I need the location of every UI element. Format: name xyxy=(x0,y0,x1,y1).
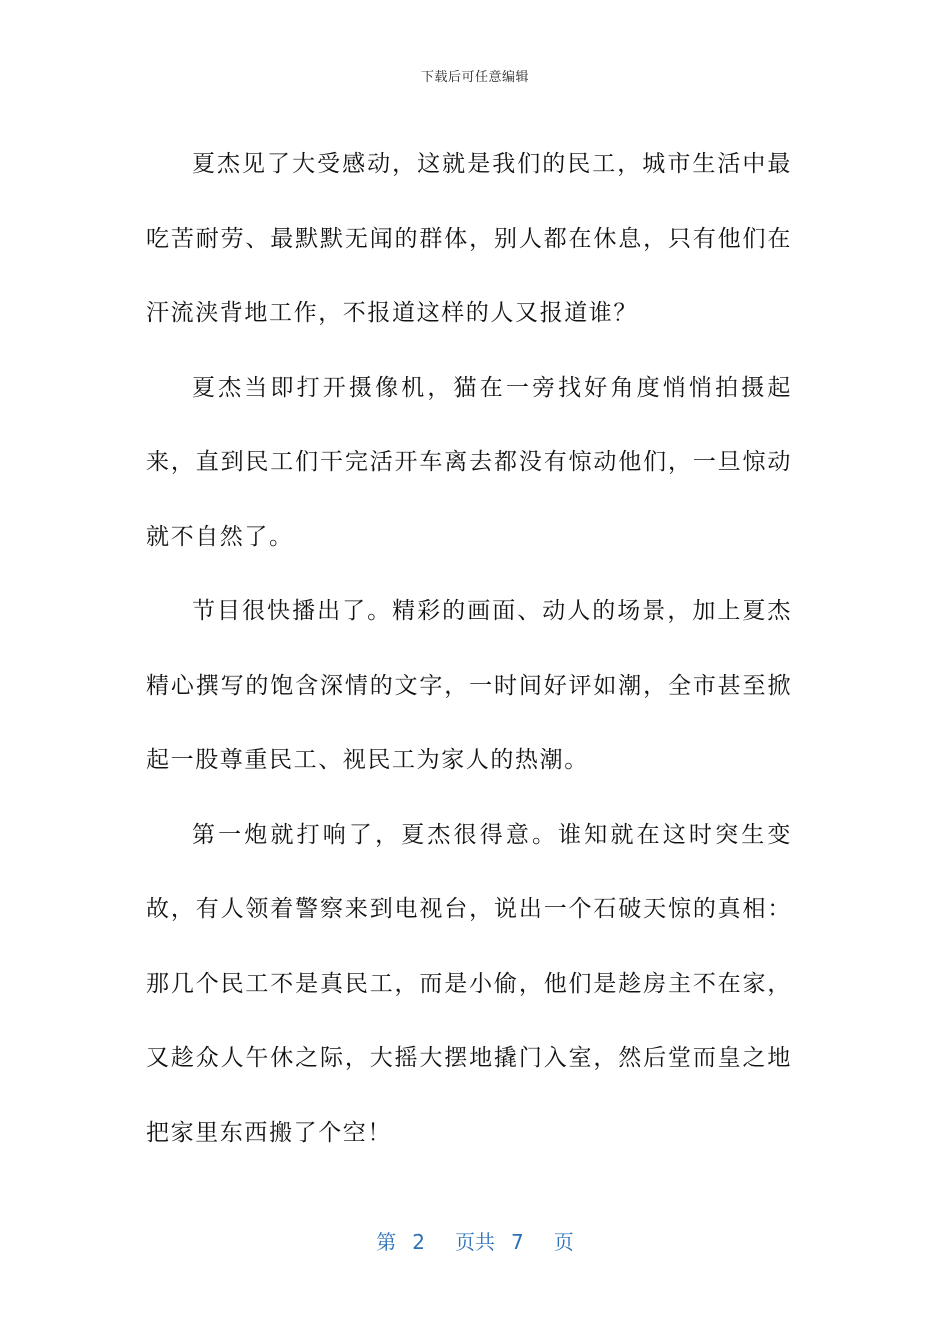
footer-middle: 页共 xyxy=(455,1230,495,1254)
footer-suffix: 页 xyxy=(553,1230,574,1254)
paragraph-4: 第一炮就打响了，夏杰很得意。谁知就在这时突生变故，有人领着警察来到电视台，说出一个石破天惊的真相：那几个民工不是真民工，而是小偷，他们是趁房主不在家，又趁众人午休之际，大摇大摆地撬门入室，然后堂而皇之地把家里东西搬了个空！ xyxy=(146,821,792,1146)
paragraph-3: 节目很快播出了。精彩的画面、动人的场景，加上夏杰精心撰写的饱含深情的文字，一时间好评如潮，全市甚至掀起一股尊重民工、视民工为家人的热潮。 xyxy=(146,598,792,773)
footer-current-page: 2 xyxy=(412,1230,425,1254)
footer-total-pages: 7 xyxy=(511,1230,524,1254)
paragraph-1: 夏杰见了大受感动，这就是我们的民工，城市生活中最吃苦耐劳、最默默无闻的群体，别人都在休息，只有他们在汗流浃背地工作，不报道这样的人又报道谁？ xyxy=(146,151,792,326)
article-body xyxy=(146,127,792,1170)
footer-prefix: 第 xyxy=(376,1230,397,1254)
page-footer xyxy=(0,1226,950,1255)
paragraph-2: 夏杰当即打开摄像机，猫在一旁找好角度悄悄拍摄起来，直到民工们干完活开车离去都没有惊动他们，一旦惊动就不自然了。 xyxy=(146,374,792,550)
page-header-note: 下载后可任意编辑 xyxy=(420,70,529,85)
